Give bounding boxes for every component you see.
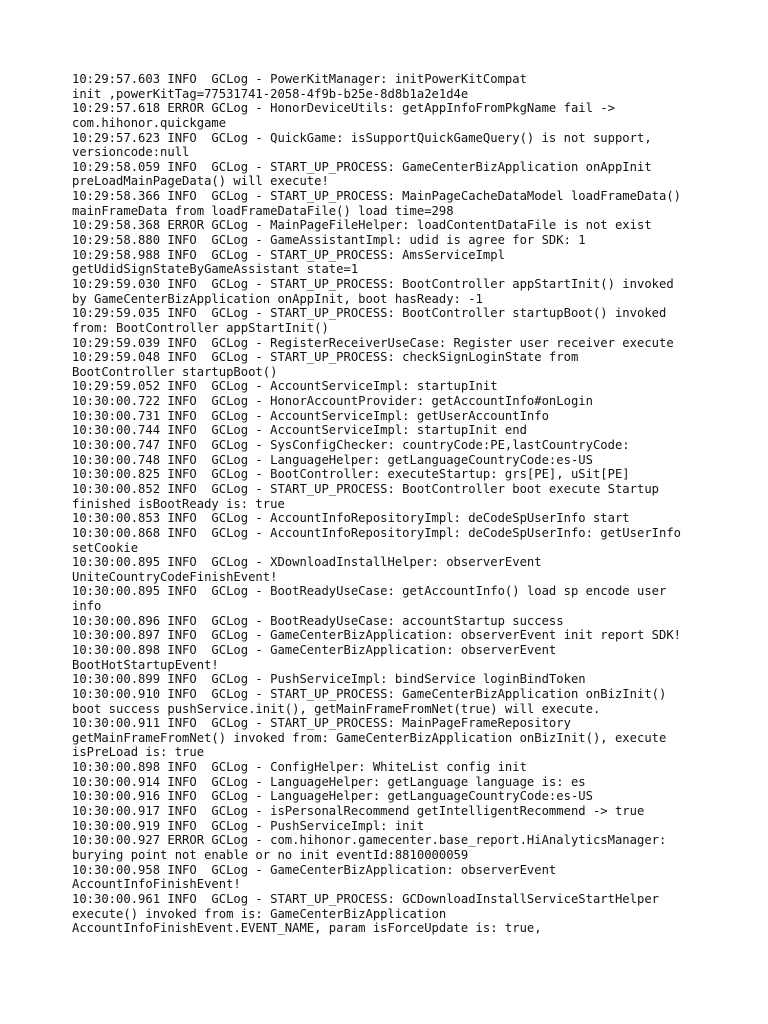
log-line: 10:29:58.366 INFO GCLog - START_UP_PROCESS: MainPageCacheDataModel loadFrameData() (72, 189, 682, 204)
log-line: 10:29:57.623 INFO GCLog - QuickGame: isSupportQuickGameQuery() is not support, (72, 130, 652, 145)
log-line: 10:29:59.035 INFO GCLog - START_UP_PROCESS: BootController startupBoot() invoked (72, 306, 667, 321)
log-line: versioncode:null (72, 145, 190, 160)
log-text (72, 72, 712, 936)
log-line: 10:29:58.368 ERROR GCLog - MainPageFileHelper: loadContentDataFile is not exist (72, 218, 652, 233)
log-line: isPreLoad is: true (72, 745, 205, 760)
log-line: preLoadMainPageData() will execute! (72, 174, 329, 189)
log-line: AccountInfoFinishEvent.EVENT_NAME, param isForceUpdate is: true, (72, 921, 542, 936)
log-line: 10:30:00.744 INFO GCLog - AccountServiceImpl: startupInit end (72, 423, 527, 438)
log-line: from: BootController appStartInit() (72, 320, 329, 335)
log-line: by GameCenterBizApplication onAppInit, boot hasReady: -1 (72, 291, 483, 306)
log-line: 10:30:00.958 INFO GCLog - GameCenterBizApplication: observerEvent (72, 862, 557, 877)
log-line: getMainFrameFromNet() invoked from: GameCenterBizApplication onBizInit(), execute (72, 730, 667, 745)
log-line: 10:30:00.961 INFO GCLog - START_UP_PROCESS: GCDownloadInstallServiceStartHelper (72, 891, 659, 906)
log-line: 10:30:00.898 INFO GCLog - ConfigHelper: WhiteList config init (72, 760, 527, 775)
log-line: 10:30:00.914 INFO GCLog - LanguageHelper: getLanguage language is: es (72, 774, 586, 789)
log-line: 10:30:00.722 INFO GCLog - HonorAccountProvider: getAccountInfo#onLogin (72, 394, 593, 409)
log-line: 10:29:57.603 INFO GCLog - PowerKitManager: initPowerKitCompat (72, 72, 527, 86)
log-line: 10:30:00.895 INFO GCLog - XDownloadInstallHelper: observerEvent (72, 555, 542, 570)
log-line: 10:30:00.748 INFO GCLog - LanguageHelper: getLanguageCountryCode:es-US (72, 452, 593, 467)
log-line: 10:30:00.927 ERROR GCLog - com.hihonor.gamecenter.base_report.HiAnalyticsManager: (72, 833, 667, 848)
log-line: 10:29:57.618 ERROR GCLog - HonorDeviceUtils: getAppInfoFromPkgName fail -> (72, 101, 615, 116)
log-line: 10:30:00.917 INFO GCLog - isPersonalRecommend getIntelligentRecommend -> true (72, 804, 645, 819)
log-line: 10:29:58.988 INFO GCLog - START_UP_PROCESS: AmsServiceImpl (72, 247, 505, 262)
log-line: execute() invoked from is: GameCenterBizApplication (72, 906, 447, 921)
log-line: finished isBootReady is: true (72, 496, 285, 511)
log-line: 10:29:58.059 INFO GCLog - START_UP_PROCESS: GameCenterBizApplication onAppInit (72, 159, 652, 174)
log-line: 10:30:00.897 INFO GCLog - GameCenterBizApplication: observerEvent init report SDK! (72, 628, 682, 643)
log-line: AccountInfoFinishEvent! (72, 877, 241, 892)
log-line: 10:30:00.916 INFO GCLog - LanguageHelper: getLanguageCountryCode:es-US (72, 789, 593, 804)
log-line: boot success pushService.init(), getMainFrameFromNet(true) will execute. (72, 701, 601, 716)
log-line: info (72, 599, 102, 614)
log-line: BootHotStartupEvent! (72, 657, 219, 672)
log-line: 10:30:00.898 INFO GCLog - GameCenterBizApplication: observerEvent (72, 642, 557, 657)
log-line: getUdidSignStateByGameAssistant state=1 (72, 262, 359, 277)
log-line: 10:29:59.048 INFO GCLog - START_UP_PROCESS: checkSignLoginState from (72, 350, 579, 365)
log-line: 10:30:00.896 INFO GCLog - BootReadyUseCase: accountStartup success (72, 613, 564, 628)
log-line: init ,powerKitTag=77531741-2058-4f9b-b25e-8d8b1a2e1d4e (72, 86, 469, 101)
log-line: 10:30:00.868 INFO GCLog - AccountInfoRepositoryImpl: deCodeSpUserInfo: getUserInfo (72, 525, 682, 540)
log-line: 10:29:59.039 INFO GCLog - RegisterReceiverUseCase: Register user receiver execute (72, 335, 674, 350)
log-line: 10:30:00.853 INFO GCLog - AccountInfoRepositoryImpl: deCodeSpUserInfo start (72, 511, 630, 526)
log-line: 10:30:00.895 INFO GCLog - BootReadyUseCase: getAccountInfo() load sp encode user (72, 584, 667, 599)
log-line: 10:30:00.910 INFO GCLog - START_UP_PROCESS: GameCenterBizApplication onBizInit() (72, 686, 667, 701)
log-line: setCookie (72, 540, 139, 555)
log-line: 10:30:00.731 INFO GCLog - AccountServiceImpl: getUserAccountInfo (72, 408, 549, 423)
log-line: 10:29:58.880 INFO GCLog - GameAssistantImpl: udid is agree for SDK: 1 (72, 233, 586, 248)
log-line: 10:30:00.899 INFO GCLog - PushServiceImpl: bindService loginBindToken (72, 672, 586, 687)
log-line: BootController startupBoot() (72, 364, 278, 379)
log-line: com.hihonor.quickgame (72, 115, 227, 130)
log-line: 10:30:00.747 INFO GCLog - SysConfigChecker: countryCode:PE,lastCountryCode: (72, 438, 630, 453)
log-line: UniteCountryCodeFinishEvent! (72, 569, 278, 584)
log-line: 10:30:00.852 INFO GCLog - START_UP_PROCESS: BootController boot execute Startup (72, 481, 659, 496)
log-line: mainFrameData from loadFrameDataFile() load time=298 (72, 203, 454, 218)
log-line: 10:30:00.919 INFO GCLog - PushServiceImpl: init (72, 818, 425, 833)
log-line: burying point not enable or no init eventId:8810000059 (72, 847, 469, 862)
log-line: 10:29:59.030 INFO GCLog - START_UP_PROCESS: BootController appStartInit() invoked (72, 276, 674, 291)
log-line: 10:30:00.911 INFO GCLog - START_UP_PROCESS: MainPageFrameRepository (72, 716, 571, 731)
log-line: 10:29:59.052 INFO GCLog - AccountServiceImpl: startupInit (72, 379, 498, 394)
log-line: 10:30:00.825 INFO GCLog - BootController: executeStartup: grs[PE], uSit[PE] (72, 467, 630, 482)
